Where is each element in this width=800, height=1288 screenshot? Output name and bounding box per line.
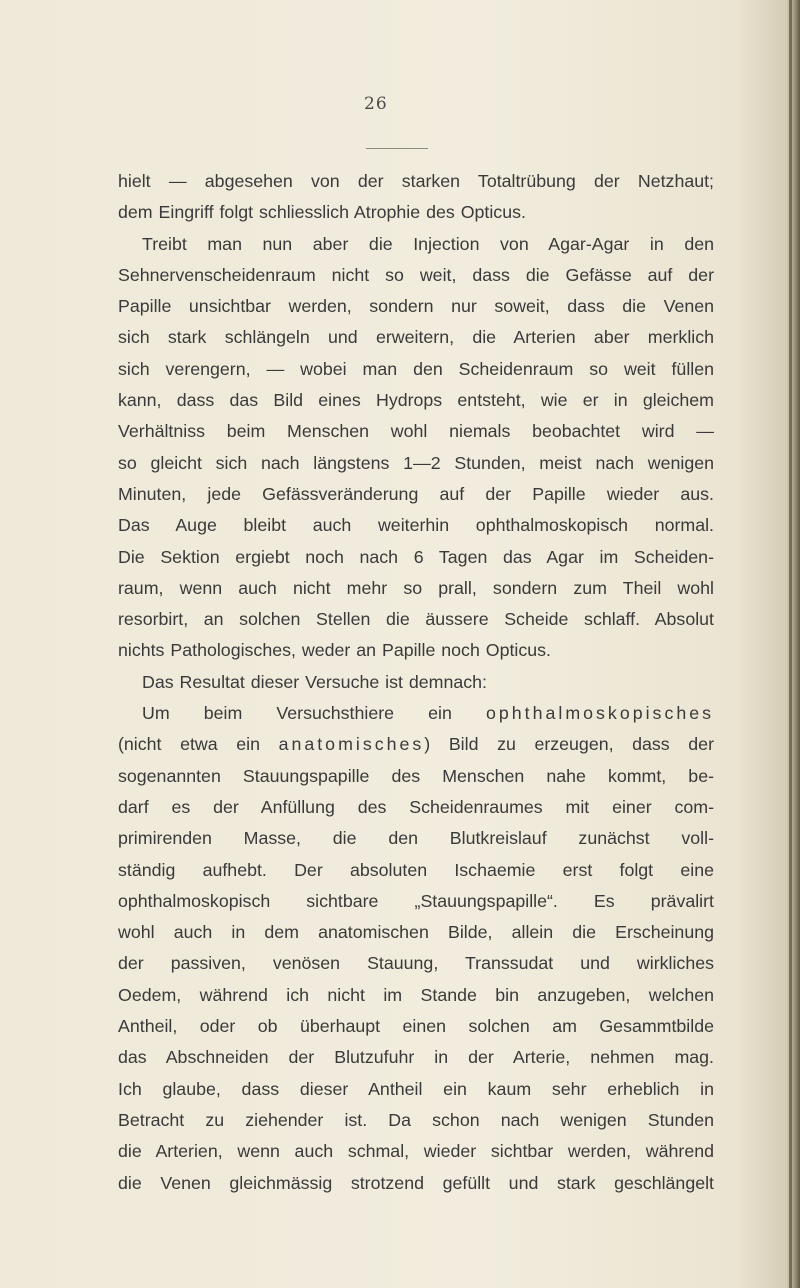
text-line: sogenannten Stauungspapille des Menschen nahe kommt, be-: [118, 765, 714, 786]
text-segment: ) Bild zu erzeugen, dass der: [424, 734, 714, 755]
text-segment: Um beim Versuchsthiere ein: [142, 703, 486, 724]
text-line: das Abschneiden der Blutzufuhr in der Arterie, nehmen mag.: [118, 1047, 714, 1068]
text-line: hielt — abgesehen von der starken Totaltrübung der Netzhaut;: [118, 171, 714, 191]
text-line: wohl auch in dem anatomischen Bilde, allein die Erscheinung: [118, 922, 714, 943]
body-text: [118, 166, 714, 1199]
text-line: resorbirt, an solchen Stellen die äussere Scheide schlaff. Absolut: [118, 609, 714, 630]
text-line: so gleicht sich nach längstens 1—2 Stunden, meist nach wenigen: [118, 452, 714, 473]
text-line: Sehnervenscheidenraum nicht so weit, dass die Gefässe auf der: [118, 264, 714, 285]
text-line: nichts Pathologisches, weder an Papille noch Opticus.: [118, 640, 551, 661]
emphasized-term: anatomisches: [278, 734, 425, 755]
text-line: Das Resultat dieser Versuche ist demnach:: [142, 671, 487, 692]
text-line: der passiven, venösen Stauung, Transsudat und wirkliches: [118, 953, 714, 974]
text-line: Ich glaube, dass dieser Antheil ein kaum sehr erheblich in: [118, 1078, 714, 1099]
text-line: Papille unsichtbar werden, sondern nur soweit, dass die Venen: [118, 296, 714, 317]
page-number-rule: [366, 148, 428, 149]
text-line: [118, 698, 714, 729]
text-line: Oedem, während ich nicht im Stande bin anzugeben, welchen: [118, 984, 714, 1005]
text-line: Minuten, jede Gefässveränderung auf der Papille wieder aus.: [118, 483, 714, 504]
text-line: primirenden Masse, die den Blutkreislauf zunächst voll-: [118, 828, 714, 849]
text-line: sich verengern, — wobei man den Scheidenraum so weit füllen: [118, 358, 714, 379]
text-line: die Venen gleichmässig strotzend gefüllt und stark geschlängelt: [118, 1172, 714, 1193]
text-line: darf es der Anfüllung des Scheidenraumes mit einer com-: [118, 796, 714, 817]
text-line: Treibt man nun aber die Injection von Agar-Agar in den: [142, 233, 714, 254]
emphasized-term: ophthalmoskopisches: [486, 703, 714, 724]
text-line: die Arterien, wenn auch schmal, wieder sichtbar werden, während: [118, 1141, 714, 1162]
text-line: sich stark schlängeln und erweitern, die Arterien aber merklich: [118, 327, 714, 348]
page-binding-edge: [789, 0, 792, 1288]
text-line: Antheil, oder ob überhaupt einen solchen am Gesammtbilde: [118, 1016, 714, 1037]
text-line: Betracht zu ziehender ist. Da schon nach wenigen Stunden: [118, 1109, 714, 1130]
text-line: Das Auge bleibt auch weiterhin ophthalmoskopisch normal.: [118, 515, 714, 536]
text-line: dem Eingriff folgt schliesslich Atrophie des Opticus.: [118, 202, 526, 223]
text-line: raum, wenn auch nicht mehr so prall, sondern zum Theil wohl: [118, 577, 714, 598]
text-line: kann, dass das Bild eines Hydrops entsteht, wie er in gleichem: [118, 390, 714, 411]
text-line: [118, 729, 714, 760]
text-segment: (nicht etwa ein: [118, 734, 279, 755]
text-line: ophthalmoskopisch sichtbare „Stauungspapille“. Es prävalirt: [118, 890, 714, 911]
text-line: ständig aufhebt. Der absoluten Ischaemie erst folgt eine: [118, 859, 714, 880]
text-line: Die Sektion ergiebt noch nach 6 Tagen das Agar im Scheiden-: [118, 546, 714, 567]
text-line: Verhältniss beim Menschen wohl niemals beobachtet wird —: [118, 421, 714, 442]
page-number: 26: [364, 94, 388, 114]
